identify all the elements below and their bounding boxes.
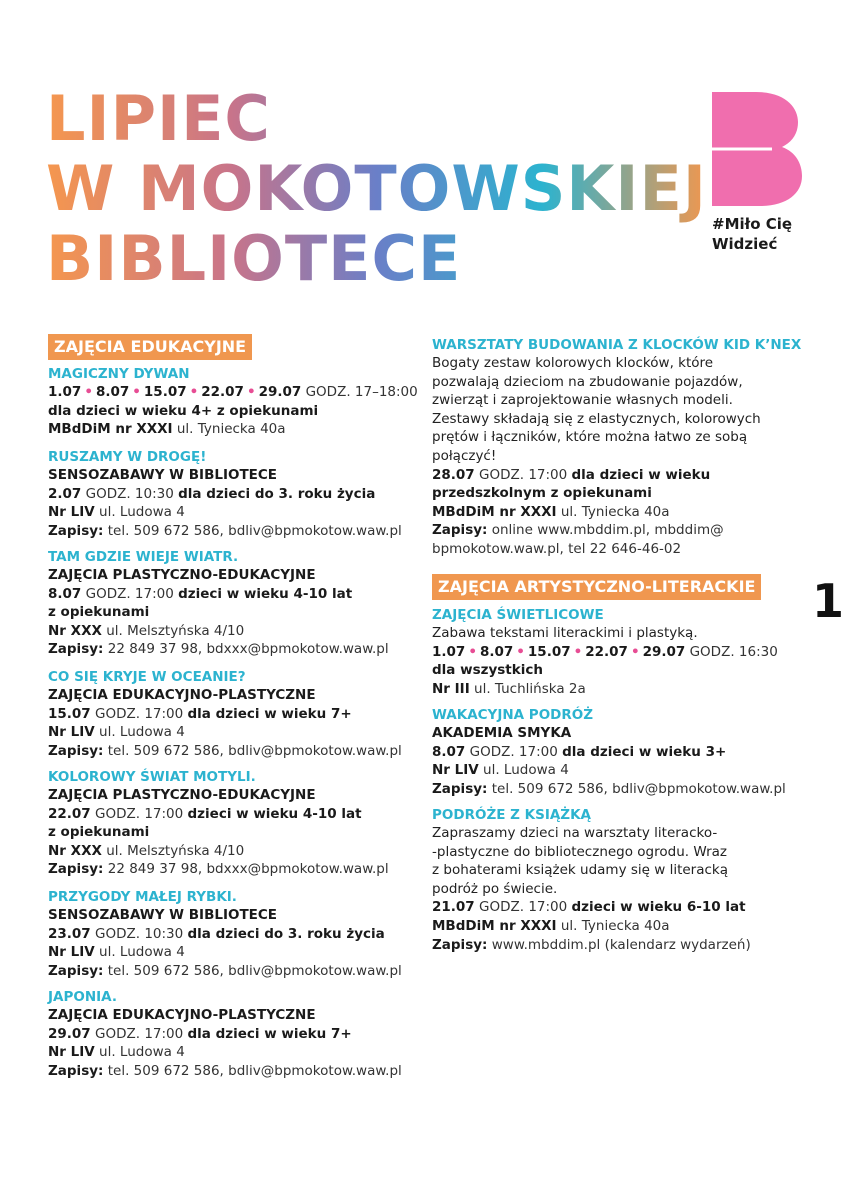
event-subtitle: ZAJĘCIA EDUKACYJNO-PLASTYCZNE [48,1007,316,1023]
date: 15.07 [527,643,571,660]
event-branch: Nr LIV [48,1044,95,1061]
signup-contact[interactable]: tel. 509 672 586, bdliv@bpmokotow.waw.pl [107,1062,402,1079]
event-time: GODZ. 17:00 [95,705,184,722]
event-branch: Nr XXX [48,842,102,859]
event-subtitle: SENSOZABAWY W BIBLIOTECE [48,907,278,923]
event-audience: dla dzieci w wieku 4+ z opiekunami [48,402,319,419]
event-branch: Nr LIV [48,724,95,741]
event-audience: dzieci w wieku 4-10 lat [178,585,353,602]
event-date: 22.07 [48,805,91,822]
dot-separator: • [189,384,199,400]
signup-label: Zapisy: [432,780,488,797]
event-audience: dla dzieci w wieku 7+ [187,705,352,722]
date: 1.07 [432,643,466,660]
event-branch: Nr III [432,680,470,697]
event-date: 8.07 [48,585,82,602]
b-letter-logo-icon [712,92,802,206]
title-line-3: BIBLIOTECE [46,222,462,295]
event-audience-cont: z opiekunami [48,604,150,621]
signup-label: Zapisy: [48,522,104,539]
signup-contact[interactable]: tel. 509 672 586, bdliv@bpmokotow.waw.pl [107,522,402,539]
title-line-1: LIPIEC [46,82,271,155]
event-address: ul. Ludowa 4 [99,724,185,741]
event-subtitle: ZAJĘCIA PLASTYCZNO-EDUKACYJNE [48,567,316,583]
signup-label: Zapisy: [48,861,104,878]
event-date: 8.07 [432,743,466,760]
dot-separator: • [630,643,640,660]
desc-line: Bogaty zestaw kolorowych klocków, które [432,355,714,371]
event-time: GODZ. 17:00 [479,899,568,916]
event-branch: Nr XXX [48,622,102,639]
event-address: ul. Ludowa 4 [99,1044,185,1061]
signup-label: Zapisy: [48,742,104,759]
event-time: GODZ. 17:00 [85,585,174,602]
event-audience: dla dzieci w wieku 7+ [187,1025,352,1042]
desc-line: prętów i łączników, które można łatwo ze sobą [432,429,748,446]
event-date: 28.07 [432,466,475,483]
hashtag-line-2: Widzieć [712,235,778,253]
event-title: TAM GDZIE WIEJE WIATR. [48,549,239,565]
event-audience: dla dzieci do 3. roku życia [178,485,376,502]
dot-separator: • [246,384,256,400]
desc-line: -plastyczne do bibliotecznego ogrodu. Wraz [432,843,728,860]
event-co-sie-kryje [48,668,402,760]
event-address: ul. Tyniecka 40a [560,917,670,934]
event-title: ZAJĘCIA ŚWIETLICOWE [432,607,604,623]
event-title: WARSZTATY BUDOWANIA Z KLOCKÓW KID K’NEX [432,337,802,353]
event-kolorowy-swiat-motyli [48,768,389,879]
event-address: ul. Melsztyńska 4/10 [106,622,245,639]
event-date: 29.07 [48,1025,91,1042]
date: 22.07 [201,384,244,400]
event-address: ul. Ludowa 4 [99,944,185,961]
event-title: JAPONIA. [48,989,117,1005]
event-address: ul. Melsztyńska 4/10 [106,842,245,859]
event-title: RUSZAMY W DROGĘ! [48,449,207,465]
event-description: Zabawa tekstami literackimi i plastyką. [432,625,698,641]
event-audience: dla wszystkich [432,662,543,679]
event-time: GODZ. 10:30 [85,485,174,502]
signup-label: Zapisy: [48,641,104,658]
event-wakacyjna-podroz [432,706,786,798]
event-branch: MBdDiM nr XXXI [48,421,173,438]
event-podroze-z-ksiazka [432,806,751,954]
event-title: PRZYGODY MAŁEJ RYBKI. [48,889,237,905]
event-audience: dla dzieci w wieku 3+ [562,743,727,760]
event-address: ul. Tyniecka 40a [176,421,286,438]
signup-label: Zapisy: [48,962,104,979]
date: 29.07 [642,643,686,660]
event-audience: dzieci w wieku 4-10 lat [187,805,362,822]
event-date: 21.07 [432,899,475,916]
event-dates [432,643,778,662]
event-time: GODZ. 17:00 [95,1025,184,1042]
desc-line: połączyć! [432,447,497,464]
date: 8.07 [95,384,130,400]
event-knex [432,336,801,559]
event-subtitle: SENSOZABAWY W BIBLIOTECE [48,467,278,483]
signup-label: Zapisy: [48,1062,104,1079]
signup-contact[interactable]: tel. 509 672 586, bdliv@bpmokotow.waw.pl [107,742,402,759]
event-date: 15.07 [48,705,91,722]
event-address: ul. Tuchlińska 2a [474,680,586,697]
date: 29.07 [258,384,302,400]
signup-label: Zapisy: [432,936,488,953]
event-time: GODZ. 17:00 [469,743,558,760]
hashtag [712,214,792,254]
event-time: GODZ. 16:30 [689,643,778,660]
event-title: WAKACYJNA PODRÓŻ [432,707,594,723]
event-subtitle: ZAJĘCIA PLASTYCZNO-EDUKACYJNE [48,787,316,803]
desc-line: podróż po świecie. [432,880,558,897]
band-artistic [432,574,761,600]
event-address: ul. Ludowa 4 [99,504,185,521]
event-time: GODZ. 17:00 [479,466,568,483]
event-audience-cont: przedszkolnym z opiekunami [432,485,652,502]
signup-label: Zapisy: [432,522,488,539]
date: 1.07 [48,384,82,400]
event-date: 2.07 [48,485,82,502]
page-number: 1 [812,574,845,628]
event-magiczny-dywan [48,365,418,439]
event-audience: dla dzieci w wieku [571,466,711,483]
signup-contact[interactable]: www.mbddim.pl (kalendarz wydarzeń) [491,936,751,953]
event-przygody-malej-rybki [48,888,402,980]
event-title: MAGICZNY DYWAN [48,366,190,382]
event-subtitle: AKADEMIA SMYKA [432,725,572,741]
dot-separator: • [468,643,477,660]
desc-line: z bohaterami książek udamy się w literacką [432,862,729,879]
event-japonia [48,988,402,1080]
event-branch: Nr LIV [48,504,95,521]
dot-separator: • [573,643,583,660]
signup-contact[interactable]: tel. 509 672 586, bdliv@bpmokotow.waw.pl [491,780,786,797]
event-time: GODZ. 10:30 [95,925,184,942]
event-audience: dzieci w wieku 6-10 lat [571,899,746,916]
event-branch: Nr LIV [432,762,479,779]
title-line-2: W MOKOTOWSKIEJ [46,152,707,225]
event-address: ul. Tyniecka 40a [560,503,670,520]
event-date: 23.07 [48,925,91,942]
event-subtitle: ZAJĘCIA EDUKACYJNO-PLASTYCZNE [48,687,316,703]
dot-separator: • [516,643,525,660]
event-dates [48,383,418,402]
date: 15.07 [143,384,187,400]
dot-separator: • [84,384,93,400]
band-educational [48,334,252,360]
event-branch: MBdDiM nr XXXI [432,503,557,520]
desc-line: Zapraszamy dzieci na warsztaty literacko- [432,825,718,841]
signup-contact[interactable]: 22 849 37 98, bdxxx@bpmokotow.waw.pl [107,641,389,658]
desc-line: Zestawy składają się z elastycznych, kolorowych [432,410,761,427]
event-description [432,824,751,898]
date: 8.07 [479,643,514,660]
event-ruszamy-w-droge [48,448,402,540]
event-zajecia-swietlicowe [432,606,778,698]
hashtag-line-1: #Miło Cię [712,215,793,233]
page-title [46,84,707,294]
signup-contact[interactable]: tel. 509 672 586, bdliv@bpmokotow.waw.pl [107,962,402,979]
date: 22.07 [585,643,628,660]
band-label: ZAJĘCIA ARTYSTYCZNO-LITERACKIE [432,574,761,600]
event-branch: MBdDiM nr XXXI [432,917,557,934]
signup-contact-cont[interactable]: bpmokotow.waw.pl, tel 22 646-46-02 [432,540,682,557]
desc-line: zwierząt i zaprojektowanie własnych modeli. [432,392,733,409]
desc-line: pozwalają dzieciom na zbudowanie pojazdów, [432,373,743,390]
event-title: CO SIĘ KRYJE W OCEANIE? [48,669,246,685]
event-title: KOLOROWY ŚWIAT MOTYLI. [48,769,256,785]
event-tam-gdzie-wieje-wiatr [48,548,389,659]
event-address: ul. Ludowa 4 [483,762,569,779]
signup-contact[interactable]: online www.mbddim.pl, mbddim@ [491,522,724,539]
band-label: ZAJĘCIA EDUKACYJNE [48,334,252,360]
event-description [432,354,801,466]
event-time: GODZ. 17–18:00 [305,384,418,400]
event-branch: Nr LIV [48,944,95,961]
event-time: GODZ. 17:00 [95,805,184,822]
event-audience-cont: z opiekunami [48,824,150,841]
signup-contact[interactable]: 22 849 37 98, bdxxx@bpmokotow.waw.pl [107,861,389,878]
dot-separator: • [132,384,141,400]
event-audience: dla dzieci do 3. roku życia [187,925,385,942]
event-title: PODRÓŻE Z KSIĄŻKĄ [432,807,592,823]
